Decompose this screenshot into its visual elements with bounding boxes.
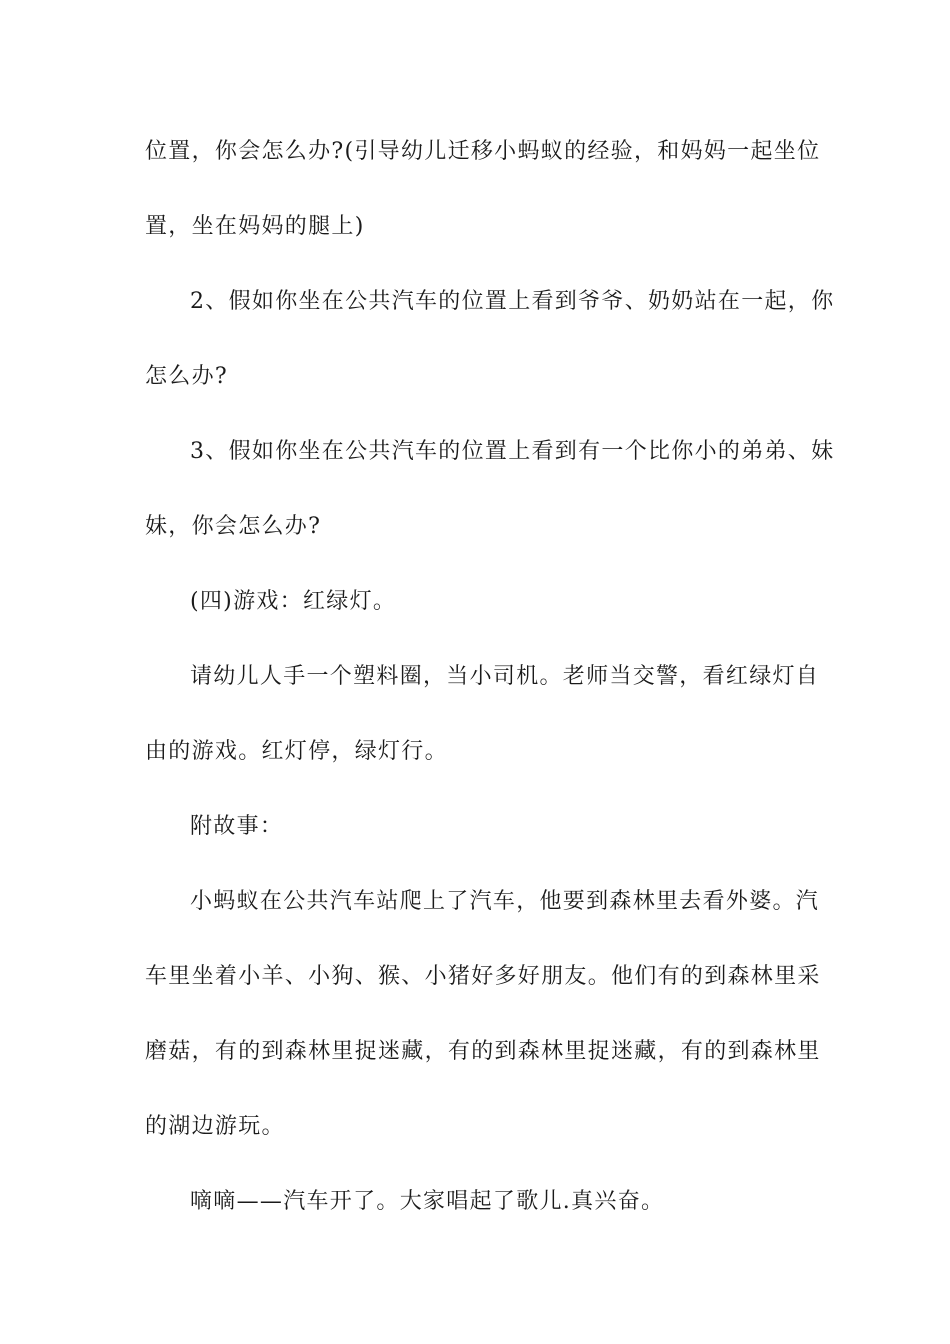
text-line: 车里坐着小羊、小狗、猴、小猪好多好朋友。他们有的到森林里采 bbox=[145, 964, 821, 989]
section-heading: (四)游戏：红绿灯。 bbox=[190, 589, 397, 614]
paragraph-start-line: 2、假如你坐在公共汽车的位置上看到爷爷、奶奶站在一起，你 bbox=[190, 289, 835, 314]
text-line: 怎么办? bbox=[145, 364, 228, 389]
text-line: 置，坐在妈妈的腿上) bbox=[145, 214, 365, 239]
paragraph-start-line: 3、假如你坐在公共汽车的位置上看到有一个比你小的弟弟、妹 bbox=[190, 439, 835, 464]
paragraph-start-line: 嘀嘀——汽车开了。大家唱起了歌儿.真兴奋。 bbox=[190, 1189, 665, 1214]
text-line: 由的游戏。红灯停，绿灯行。 bbox=[145, 739, 448, 764]
text-line: 位置，你会怎么办?(引导幼儿迁移小蚂蚁的经验，和妈妈一起坐位 bbox=[145, 139, 821, 164]
story-heading: 附故事： bbox=[190, 814, 284, 839]
paragraph-start-line: 请幼儿人手一个塑料圈，当小司机。老师当交警，看红绿灯自 bbox=[190, 664, 820, 689]
text-line: 的湖边游玩。 bbox=[145, 1114, 285, 1139]
text-line: 磨菇，有的到森林里捉迷藏，有的到森林里捉迷藏，有的到森林里 bbox=[145, 1039, 821, 1064]
paragraph-start-line: 小蚂蚁在公共汽车站爬上了汽车，他要到森林里去看外婆。汽 bbox=[190, 889, 820, 914]
text-line: 妹，你会怎么办? bbox=[145, 514, 322, 539]
